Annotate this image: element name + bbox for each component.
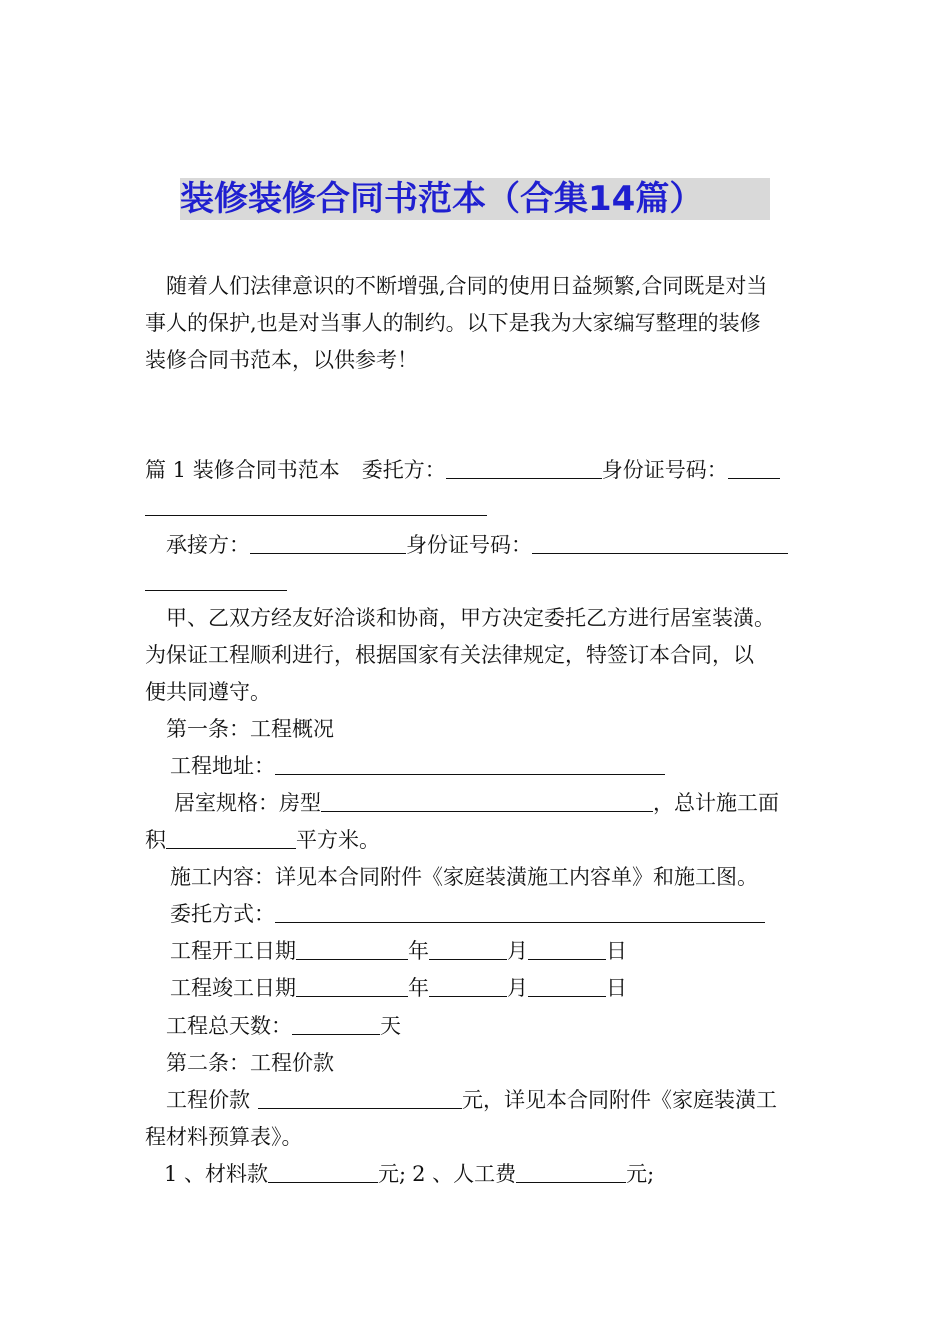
price-suffix: 元，详见本合同附件《家庭装潢工 xyxy=(462,1088,777,1112)
clause1-heading: 第一条：工程概况 xyxy=(166,717,334,741)
price-line xyxy=(145,1082,831,1119)
contractor-line xyxy=(145,527,831,564)
client-id-blank-line xyxy=(145,489,810,526)
price-line-2: 程材料预算表》。 xyxy=(145,1125,303,1149)
labor-label: 2 、人工费 xyxy=(412,1162,517,1186)
end-month-label: 月 xyxy=(507,976,528,1000)
material-unit: 元; xyxy=(378,1162,407,1186)
client-blank xyxy=(446,456,602,479)
contractor-id-blank-line xyxy=(145,564,810,601)
start-year-blank xyxy=(296,937,408,960)
contractor-id-blank xyxy=(532,531,788,554)
spec-blank xyxy=(321,789,653,812)
document-title: 装修装修合同书范本（合集14篇） xyxy=(180,178,770,220)
address-label: 工程地址： xyxy=(170,754,275,778)
total-days-label: 工程总天数： xyxy=(166,1014,292,1038)
preamble-line-1: 甲、乙双方经友好洽谈和协商，甲方决定委托乙方进行居室装潢。 xyxy=(166,606,775,630)
article1-heading: 篇 1 装修合同书范本 xyxy=(145,458,340,482)
area-blank xyxy=(166,826,296,849)
price-label: 工程价款 xyxy=(166,1088,250,1112)
client-id-blank-cont xyxy=(145,493,487,516)
contractor-label: 承接方： xyxy=(166,533,250,557)
start-day-blank xyxy=(528,937,606,960)
spec-label: 居室规格：房型 xyxy=(174,791,321,815)
client-id-label: 身份证号码： xyxy=(601,458,728,482)
client-label: 委托方： xyxy=(361,458,446,482)
address-line xyxy=(145,748,835,785)
labor-blank xyxy=(516,1160,626,1183)
material-blank xyxy=(268,1160,378,1183)
start-date-line xyxy=(145,933,835,970)
start-month-label: 月 xyxy=(507,939,528,963)
end-year-blank xyxy=(296,974,408,997)
cost-items-line xyxy=(145,1156,829,1193)
spec-total: ，总计施工面 xyxy=(653,791,779,815)
price-blank xyxy=(258,1086,462,1109)
end-year-label: 年 xyxy=(408,976,429,1000)
intro-line-1: 随着人们法律意识的不断增强,合同的使用日益频繁,合同既是对当 xyxy=(166,274,768,298)
total-days-line xyxy=(145,1008,831,1045)
total-days-unit: 天 xyxy=(380,1014,401,1038)
area-line xyxy=(145,822,810,859)
total-days-blank xyxy=(292,1012,380,1035)
method-label: 委托方式： xyxy=(170,902,275,926)
spec-line xyxy=(145,785,839,822)
end-date-line xyxy=(145,970,835,1007)
start-year-label: 年 xyxy=(408,939,429,963)
end-day-blank xyxy=(528,974,606,997)
start-month-blank xyxy=(429,937,507,960)
area-prefix: 积 xyxy=(145,828,166,852)
preamble-line-3: 便共同遵守。 xyxy=(145,680,271,704)
article1-header-line xyxy=(145,452,810,489)
contractor-blank xyxy=(250,531,406,554)
end-month-blank xyxy=(429,974,507,997)
material-label: 1 、材料款 xyxy=(164,1162,269,1186)
labor-unit: 元; xyxy=(626,1162,655,1186)
area-unit: 平方米。 xyxy=(296,828,380,852)
method-line xyxy=(145,896,835,933)
intro-line-3: 装修合同书范本，以供参考！ xyxy=(145,348,418,372)
content-line: 施工内容：详见本合同附件《家庭装潢施工内容单》和施工图。 xyxy=(170,865,758,889)
intro-line-2: 事人的保护,也是对当事人的制约。以下是我为大家编写整理的装修 xyxy=(145,311,761,335)
method-blank xyxy=(275,900,765,923)
preamble-line-2: 为保证工程顺利进行，根据国家有关法律规定，特签订本合同，以 xyxy=(145,643,754,667)
contractor-id-label: 身份证号码： xyxy=(406,533,532,557)
address-blank xyxy=(275,752,665,775)
end-day-label: 日 xyxy=(606,976,627,1000)
client-id-blank xyxy=(728,456,780,479)
clause2-heading: 第二条：工程价款 xyxy=(166,1051,334,1075)
end-date-label: 工程竣工日期 xyxy=(170,976,296,1000)
start-date-label: 工程开工日期 xyxy=(170,939,296,963)
contractor-id-blank-cont xyxy=(145,568,287,591)
start-day-label: 日 xyxy=(606,939,627,963)
